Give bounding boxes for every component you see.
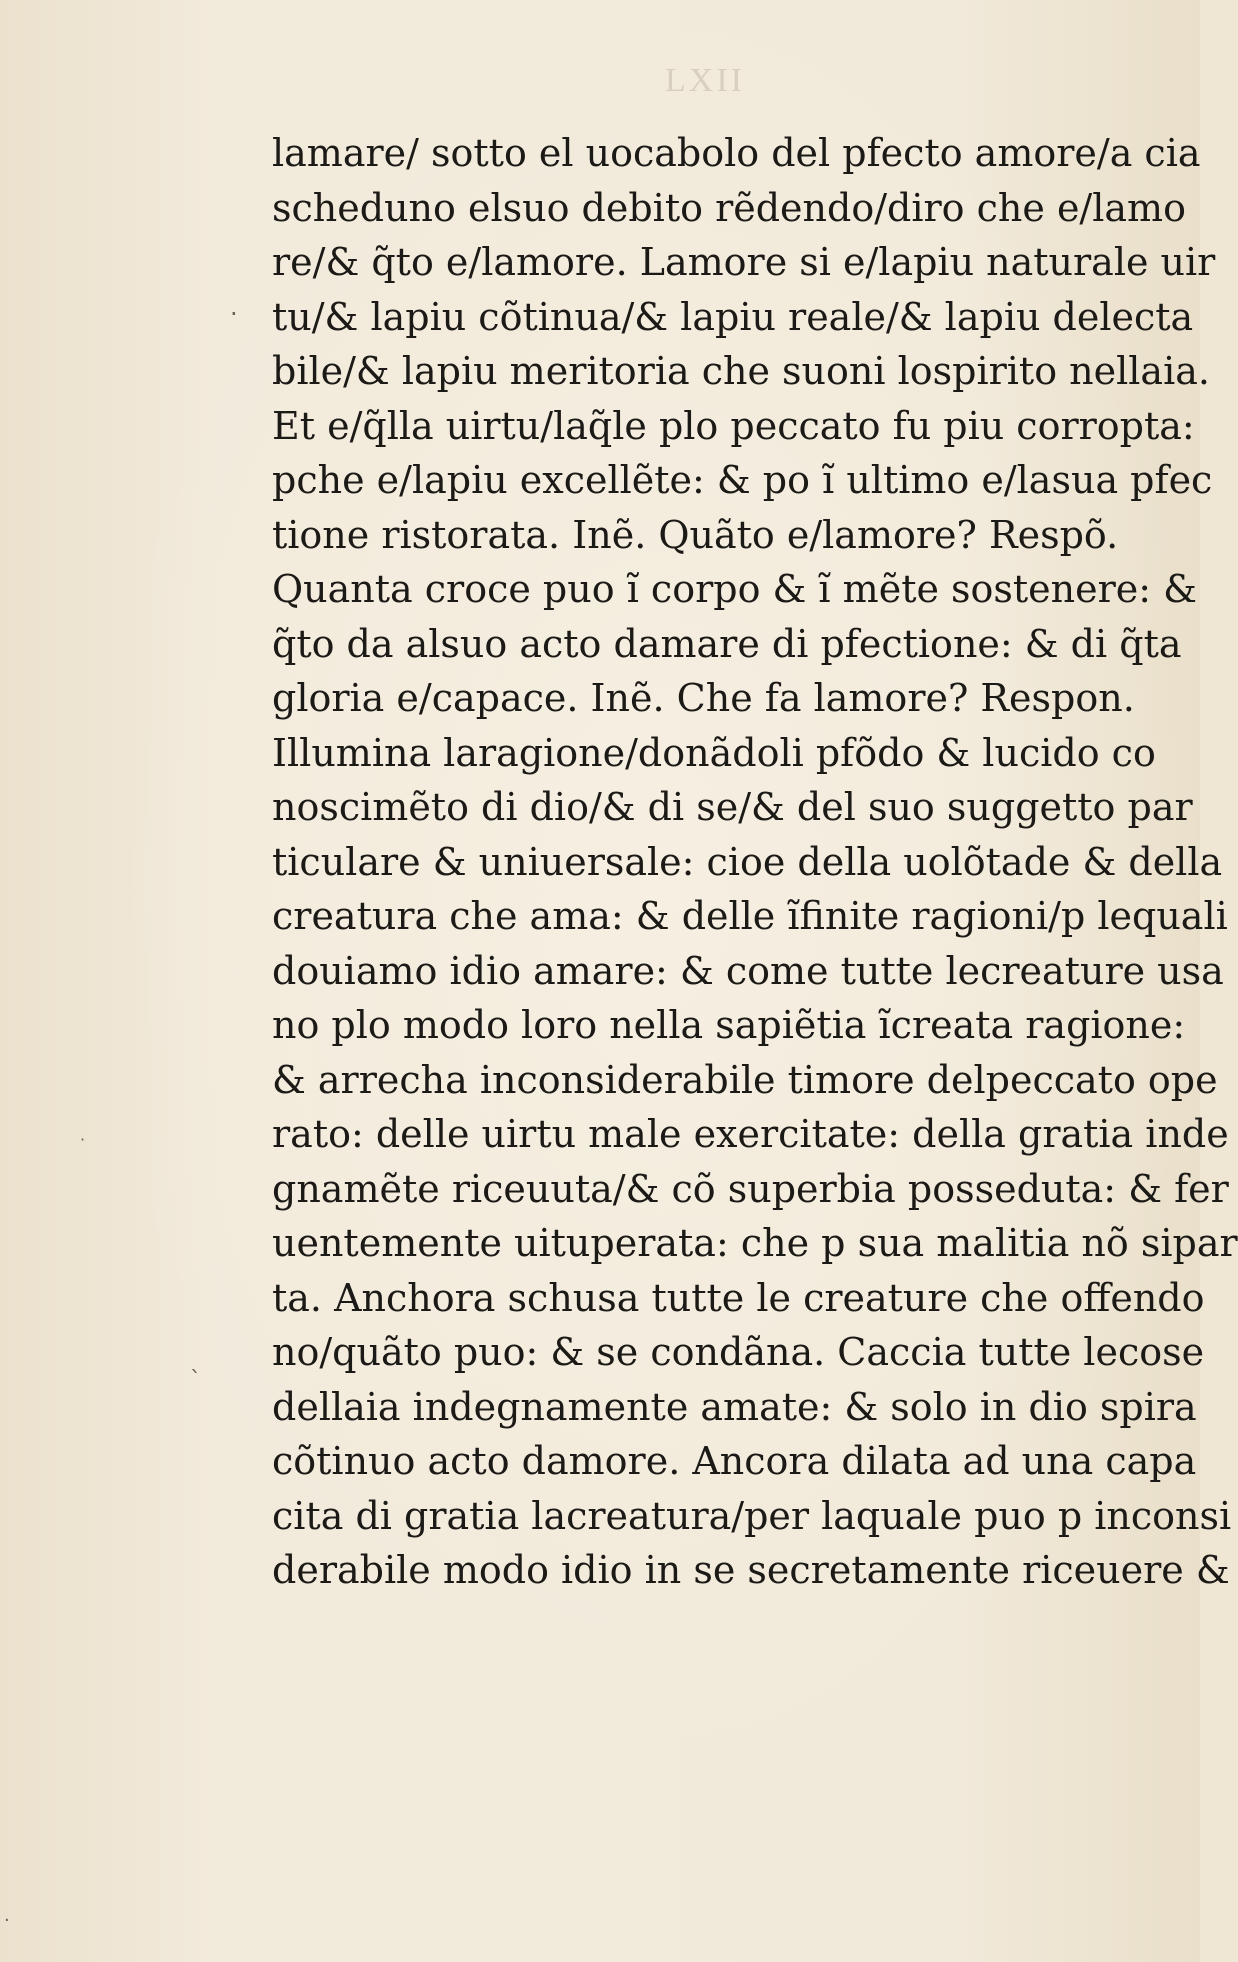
text-line: cita di gratia lacreatura/per laquale puo p inconsi [272, 1493, 1232, 1538]
margin-speck-mark-bottom: · [4, 1910, 10, 1931]
text-line: ticulare & uniuersale: cioe della uolõtade & della [272, 839, 1223, 884]
text-line: bile/& lapiu meritoria che suoni lospirito nellaia. [272, 349, 1210, 393]
text-line: no plo modo loro nella sapiẽtia ĩcreata ragione: [272, 1003, 1186, 1047]
margin-tick-mark: ˋ [190, 1368, 201, 1393]
text-line: Quanta croce puo ĩ corpo & ĩ mẽte sostenere: & [272, 567, 1197, 611]
margin-dot-mark: · [230, 300, 238, 328]
text-line: tione ristorata. Inẽ. Quãto e/lamore? Respõ. [272, 512, 1119, 557]
text-line: scheduno elsuo debito rẽdendo/diro che e/lamo [272, 185, 1186, 230]
text-line: gloria e/capace. Inẽ. Che fa lamore? Respon. [272, 676, 1135, 720]
text-line: ta. Anchora schusa tutte le creature che offendo [272, 1275, 1205, 1320]
margin-speck-mark: · [80, 1130, 86, 1149]
text-line: & arrecha inconsiderabile timore delpeccato ope [272, 1057, 1218, 1102]
folio-number: LXII [665, 62, 745, 99]
text-line: dellaia indegnamente amate: & solo in dio spira [272, 1384, 1197, 1429]
text-line: douiamo idio amare: & come tutte lecreature usa [272, 948, 1224, 993]
text-line: Illumina laragione/donãdoli pfõdo & lucido co [272, 730, 1156, 775]
text-line: uentemente uituperata: che p sua malitia nõ sipar [272, 1221, 1238, 1265]
text-line: cõtinuo acto damore. Ancora dilata ad una capa [272, 1439, 1197, 1483]
text-line: gnamẽte riceuuta/& cõ superbia posseduta: & fer [272, 1166, 1229, 1211]
text-line: tu/& lapiu cõtinua/& lapiu reale/& lapiu delecta [272, 294, 1194, 339]
text-line: q̃to da alsuo acto damare di pfectione: & di q̃ta [272, 621, 1182, 666]
text-line: no/quãto puo: & se condãna. Caccia tutte lecose [272, 1330, 1205, 1374]
text-line: Et e/q̃lla uirtu/laq̃le plo peccato fu piu corropta: [272, 403, 1195, 448]
text-line: derabile modo idio in se secretamente riceuere & [272, 1548, 1230, 1592]
text-line: rato: delle uirtu male exercitate: della gratia inde [272, 1112, 1229, 1156]
text-line: pche e/lapiu excellẽte: & po ĩ ultimo e/lasua pfec [272, 458, 1213, 502]
text-line: re/& q̃to e/lamore. Lamore si e/lapiu naturale uir [272, 240, 1216, 284]
text-block [272, 126, 1238, 1598]
text-line: noscimẽto di dio/& di se/& del suo suggetto par [272, 785, 1193, 829]
text-line: lamare/ sotto el uocabolo del pfecto amore/a cia [272, 131, 1201, 175]
text-line: creatura che ama: & delle ĩfinite ragioni/p lequali [272, 894, 1228, 938]
